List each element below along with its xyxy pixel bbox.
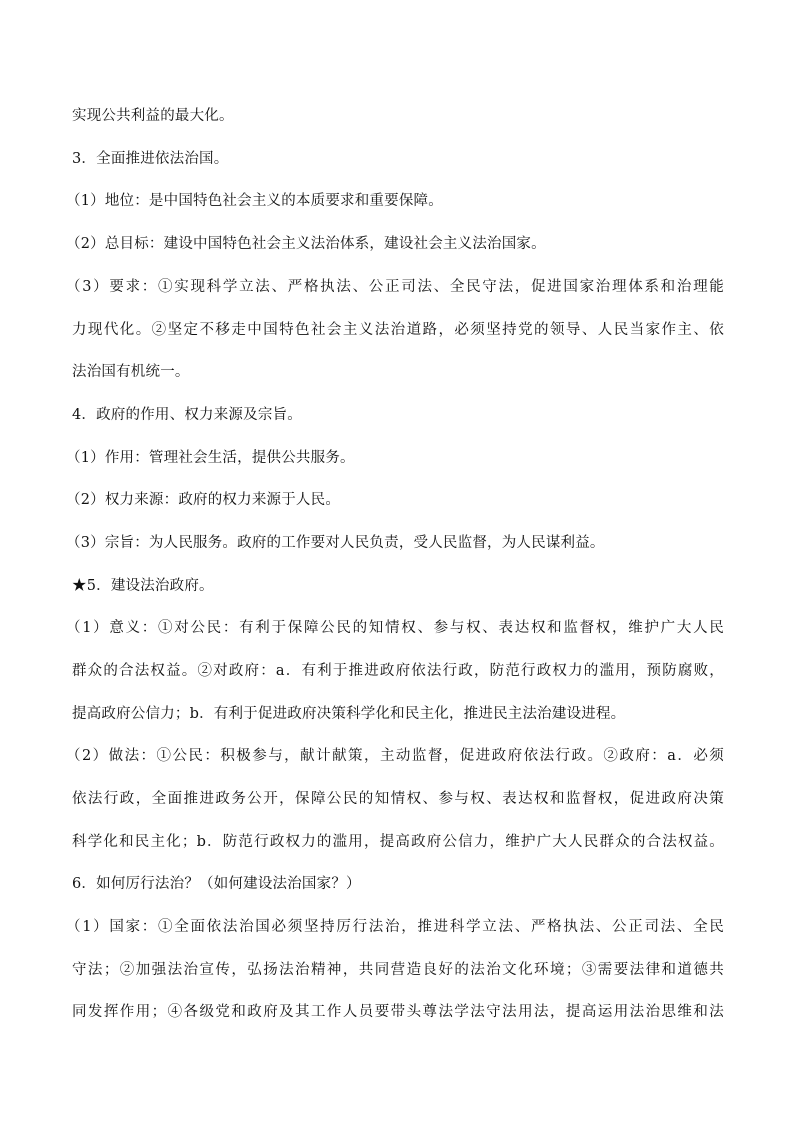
text-line-requirement-2: 力现代化。②坚定不移走中国特色社会主义法治道路，必须坚持党的领导、人民当家作主、依 xyxy=(72,322,724,338)
text-line-state-2: 守法；②加强法治宣传，弘扬法治精神，共同营造良好的法治文化环境；③需要法律和道德共 xyxy=(72,962,724,978)
section-heading-3: 3．全面推进依法治国。 xyxy=(72,151,229,167)
text-line-position: （1）地位：是中国特色社会主义的本质要求和重要保障。 xyxy=(66,193,443,209)
text-line-requirement-1: （3）要求：①实现科学立法、严格执法、公正司法、全民守法，促进国家治理体系和治理能 xyxy=(66,279,724,295)
text-line-significance-3: 提高政府公信力；b．有利于促进政府决策科学化和民主化，推进民主法治建设进程。 xyxy=(72,706,626,722)
text-line-state-1: （1）国家：①全面依法治国必须坚持厉行法治，推进科学立法、严格执法、公正司法、全民 xyxy=(66,919,724,935)
text-line-goal: （2）总目标：建设中国特色社会主义法治体系，建设社会主义法治国家。 xyxy=(66,236,546,252)
text-line-significance-1: （1）意义：①对公民：有利于保障公民的知情权、参与权、表达权和监督权，维护广大人民 xyxy=(66,620,724,636)
text-line-state-3: 同发挥作用；④各级党和政府及其工作人员要带头尊法学法守法用法，提高运用法治思维和法 xyxy=(72,1004,724,1020)
text-line-1: 实现公共利益的最大化。 xyxy=(72,108,234,124)
section-heading-5: ★5．建设法治政府。 xyxy=(72,578,214,594)
text-line-requirement-3: 法治国有机统一。 xyxy=(72,364,190,380)
section-heading-4: 4．政府的作用、权力来源及宗旨。 xyxy=(72,407,302,423)
text-line-method-2: 依法行政，全面推进政务公开，保障公民的知情权、参与权、表达权和监督权，促进政府决策 xyxy=(72,791,724,807)
text-line-method-1: （2）做法：①公民：积极参与，献计献策，主动监督，促进政府依法行政。②政府：a．必须 xyxy=(66,748,724,764)
text-line-purpose: （3）宗旨：为人民服务。政府的工作要对人民负责，受人民监督，为人民谋利益。 xyxy=(66,535,605,551)
section-heading-6: 6．如何厉行法治？（如何建设法治国家？） xyxy=(72,876,361,892)
text-line-significance-2: 群众的合法权益。②对政府：a．有利于推进政府依法行政，防范行政权力的滥用，预防腐败， xyxy=(72,663,724,679)
text-line-power-source: （2）权力来源：政府的权力来源于人民。 xyxy=(66,492,341,508)
text-line-function: （1）作用：管理社会生活，提供公共服务。 xyxy=(66,450,355,466)
text-line-method-3: 科学化和民主化；b．防范行政权力的滥用，提高政府公信力，维护广大人民群众的合法权益。 xyxy=(72,834,724,850)
